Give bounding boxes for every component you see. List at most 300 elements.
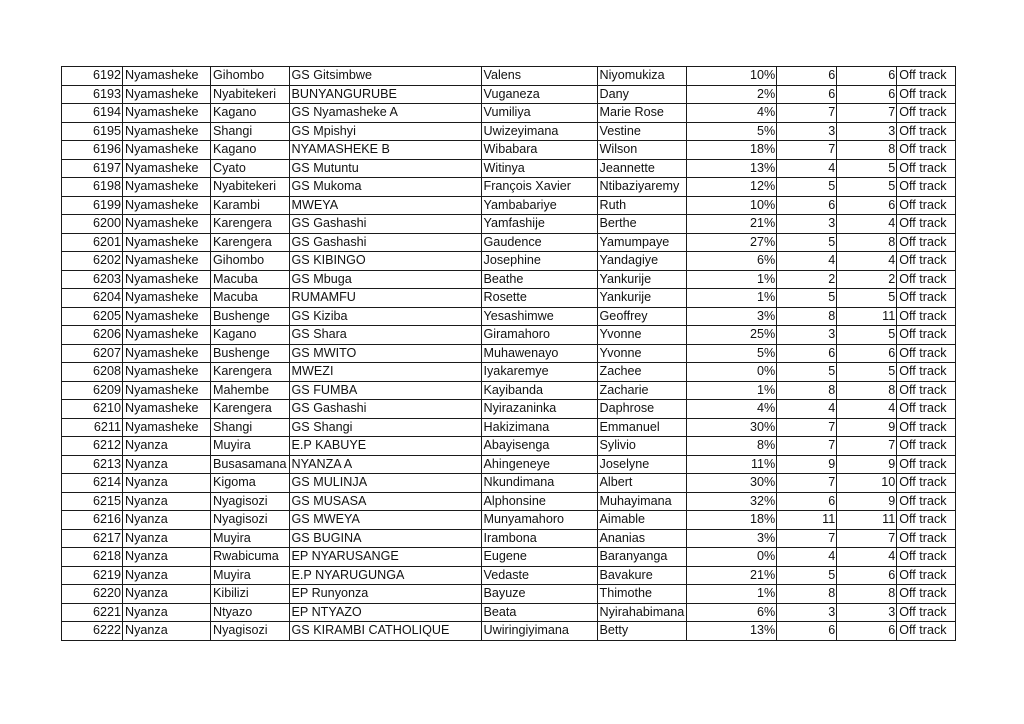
value-b-cell: 9 [837, 455, 897, 474]
first-name-cell: Betty [597, 622, 687, 641]
status-cell: Off track [897, 585, 956, 604]
value-a-cell: 7 [777, 141, 837, 160]
last-name-cell: Yambabariye [481, 196, 597, 215]
percent-cell: 3% [687, 529, 777, 548]
value-a-cell: 3 [777, 326, 837, 345]
status-cell: Off track [897, 363, 956, 382]
sector-cell: Nyabitekeri [211, 178, 290, 197]
value-a-cell: 6 [777, 196, 837, 215]
value-a-cell: 6 [777, 85, 837, 104]
district-cell: Nyamasheke [123, 252, 211, 271]
percent-cell: 21% [687, 215, 777, 234]
table-row [62, 622, 956, 641]
table-row [62, 233, 956, 252]
status-cell: Off track [897, 178, 956, 197]
value-a-cell: 6 [777, 492, 837, 511]
value-a-cell: 7 [777, 437, 837, 456]
first-name-cell: Thimothe [597, 585, 687, 604]
status-cell: Off track [897, 548, 956, 567]
status-cell: Off track [897, 437, 956, 456]
value-a-cell: 2 [777, 270, 837, 289]
sector-cell: Kagano [211, 326, 290, 345]
sector-cell: Busasamana [211, 455, 290, 474]
percent-cell: 6% [687, 252, 777, 271]
sector-cell: Shangi [211, 418, 290, 437]
value-b-cell: 9 [837, 492, 897, 511]
value-b-cell: 7 [837, 529, 897, 548]
percent-cell: 0% [687, 363, 777, 382]
school-cell: GS Mbuga [289, 270, 481, 289]
percent-cell: 30% [687, 418, 777, 437]
value-a-cell: 8 [777, 585, 837, 604]
value-a-cell: 5 [777, 566, 837, 585]
school-cell: BUNYANGURUBE [289, 85, 481, 104]
last-name-cell: Iyakaremye [481, 363, 597, 382]
last-name-cell: Munyamahoro [481, 511, 597, 530]
status-cell: Off track [897, 474, 956, 493]
school-cell: EP Runyonza [289, 585, 481, 604]
last-name-cell: Josephine [481, 252, 597, 271]
row-id-cell: 6201 [62, 233, 123, 252]
percent-cell: 21% [687, 566, 777, 585]
percent-cell: 30% [687, 474, 777, 493]
status-cell: Off track [897, 566, 956, 585]
value-b-cell: 5 [837, 178, 897, 197]
school-cell: GS Mutuntu [289, 159, 481, 178]
first-name-cell: Joselyne [597, 455, 687, 474]
last-name-cell: Ahingeneye [481, 455, 597, 474]
value-a-cell: 9 [777, 455, 837, 474]
row-id-cell: 6194 [62, 104, 123, 123]
value-b-cell: 4 [837, 215, 897, 234]
percent-cell: 18% [687, 141, 777, 160]
row-id-cell: 6199 [62, 196, 123, 215]
percent-cell: 5% [687, 122, 777, 141]
value-a-cell: 4 [777, 400, 837, 419]
sector-cell: Kagano [211, 104, 290, 123]
district-cell: Nyamasheke [123, 104, 211, 123]
first-name-cell: Baranyanga [597, 548, 687, 567]
table-row [62, 585, 956, 604]
district-cell: Nyanza [123, 566, 211, 585]
table-row [62, 400, 956, 419]
percent-cell: 0% [687, 548, 777, 567]
first-name-cell: Aimable [597, 511, 687, 530]
first-name-cell: Yvonne [597, 344, 687, 363]
value-b-cell: 8 [837, 381, 897, 400]
value-a-cell: 4 [777, 159, 837, 178]
district-cell: Nyamasheke [123, 178, 211, 197]
value-b-cell: 3 [837, 603, 897, 622]
row-id-cell: 6198 [62, 178, 123, 197]
sector-cell: Gihombo [211, 252, 290, 271]
first-name-cell: Geoffrey [597, 307, 687, 326]
row-id-cell: 6195 [62, 122, 123, 141]
status-cell: Off track [897, 455, 956, 474]
first-name-cell: Yamumpaye [597, 233, 687, 252]
row-id-cell: 6212 [62, 437, 123, 456]
last-name-cell: Abayisenga [481, 437, 597, 456]
row-id-cell: 6216 [62, 511, 123, 530]
percent-cell: 1% [687, 270, 777, 289]
value-a-cell: 6 [777, 622, 837, 641]
table-row [62, 270, 956, 289]
value-a-cell: 5 [777, 233, 837, 252]
last-name-cell: Gaudence [481, 233, 597, 252]
last-name-cell: Muhawenayo [481, 344, 597, 363]
percent-cell: 5% [687, 344, 777, 363]
last-name-cell: Vedaste [481, 566, 597, 585]
table-row [62, 566, 956, 585]
table-row [62, 492, 956, 511]
value-a-cell: 7 [777, 104, 837, 123]
last-name-cell: Vumiliya [481, 104, 597, 123]
status-cell: Off track [897, 270, 956, 289]
percent-cell: 1% [687, 585, 777, 604]
sector-cell: Karengera [211, 363, 290, 382]
last-name-cell: Kayibanda [481, 381, 597, 400]
first-name-cell: Sylivio [597, 437, 687, 456]
first-name-cell: Nyirahabimana [597, 603, 687, 622]
first-name-cell: Zacharie [597, 381, 687, 400]
school-cell: GS MUSASA [289, 492, 481, 511]
last-name-cell: Alphonsine [481, 492, 597, 511]
last-name-cell: Irambona [481, 529, 597, 548]
first-name-cell: Ntibaziyaremy [597, 178, 687, 197]
row-id-cell: 6207 [62, 344, 123, 363]
percent-cell: 13% [687, 159, 777, 178]
sector-cell: Shangi [211, 122, 290, 141]
value-b-cell: 6 [837, 344, 897, 363]
first-name-cell: Yankurije [597, 289, 687, 308]
district-cell: Nyanza [123, 492, 211, 511]
value-b-cell: 4 [837, 548, 897, 567]
table-row [62, 307, 956, 326]
school-cell: GS Nyamasheke A [289, 104, 481, 123]
district-cell: Nyamasheke [123, 289, 211, 308]
status-cell: Off track [897, 289, 956, 308]
status-cell: Off track [897, 492, 956, 511]
percent-cell: 18% [687, 511, 777, 530]
row-id-cell: 6192 [62, 67, 123, 86]
district-cell: Nyamasheke [123, 400, 211, 419]
value-b-cell: 6 [837, 85, 897, 104]
table-row [62, 326, 956, 345]
sector-cell: Kagano [211, 141, 290, 160]
school-cell: GS KIRAMBI CATHOLIQUE [289, 622, 481, 641]
value-b-cell: 7 [837, 104, 897, 123]
last-name-cell: Beata [481, 603, 597, 622]
district-cell: Nyamasheke [123, 233, 211, 252]
value-a-cell: 7 [777, 418, 837, 437]
school-cell: RUMAMFU [289, 289, 481, 308]
first-name-cell: Ananias [597, 529, 687, 548]
district-cell: Nyamasheke [123, 196, 211, 215]
row-id-cell: 6202 [62, 252, 123, 271]
row-id-cell: 6193 [62, 85, 123, 104]
row-id-cell: 6206 [62, 326, 123, 345]
sector-cell: Macuba [211, 289, 290, 308]
value-b-cell: 3 [837, 122, 897, 141]
district-cell: Nyanza [123, 622, 211, 641]
status-cell: Off track [897, 400, 956, 419]
last-name-cell: Nyirazaninka [481, 400, 597, 419]
value-a-cell: 4 [777, 252, 837, 271]
school-cell: GS Gashashi [289, 215, 481, 234]
data-table [61, 66, 956, 641]
table-row [62, 511, 956, 530]
status-cell: Off track [897, 104, 956, 123]
value-a-cell: 7 [777, 474, 837, 493]
table-row [62, 104, 956, 123]
first-name-cell: Niyomukiza [597, 67, 687, 86]
value-a-cell: 5 [777, 363, 837, 382]
last-name-cell: Nkundimana [481, 474, 597, 493]
first-name-cell: Bavakure [597, 566, 687, 585]
value-b-cell: 8 [837, 233, 897, 252]
school-cell: GS Mpishyi [289, 122, 481, 141]
percent-cell: 12% [687, 178, 777, 197]
value-b-cell: 5 [837, 289, 897, 308]
first-name-cell: Yankurije [597, 270, 687, 289]
last-name-cell: Valens [481, 67, 597, 86]
district-cell: Nyamasheke [123, 270, 211, 289]
value-b-cell: 6 [837, 622, 897, 641]
percent-cell: 4% [687, 400, 777, 419]
sector-cell: Karengera [211, 233, 290, 252]
last-name-cell: Uwizeyimana [481, 122, 597, 141]
first-name-cell: Marie Rose [597, 104, 687, 123]
district-cell: Nyamasheke [123, 122, 211, 141]
school-cell: GS Kiziba [289, 307, 481, 326]
value-b-cell: 4 [837, 252, 897, 271]
school-cell: GS Shara [289, 326, 481, 345]
last-name-cell: Giramahoro [481, 326, 597, 345]
percent-cell: 4% [687, 104, 777, 123]
table-row [62, 548, 956, 567]
percent-cell: 6% [687, 603, 777, 622]
last-name-cell: Hakizimana [481, 418, 597, 437]
school-cell: GS MULINJA [289, 474, 481, 493]
row-id-cell: 6213 [62, 455, 123, 474]
row-id-cell: 6208 [62, 363, 123, 382]
value-b-cell: 4 [837, 400, 897, 419]
value-a-cell: 5 [777, 178, 837, 197]
first-name-cell: Emmanuel [597, 418, 687, 437]
value-a-cell: 8 [777, 381, 837, 400]
school-cell: E.P NYARUGUNGA [289, 566, 481, 585]
status-cell: Off track [897, 122, 956, 141]
last-name-cell: Uwiringiyimana [481, 622, 597, 641]
sector-cell: Muyira [211, 529, 290, 548]
row-id-cell: 6196 [62, 141, 123, 160]
value-b-cell: 6 [837, 67, 897, 86]
row-id-cell: 6220 [62, 585, 123, 604]
school-cell: GS Gitsimbwe [289, 67, 481, 86]
district-cell: Nyanza [123, 511, 211, 530]
table-row [62, 196, 956, 215]
school-cell: MWEYA [289, 196, 481, 215]
status-cell: Off track [897, 307, 956, 326]
status-cell: Off track [897, 326, 956, 345]
row-id-cell: 6214 [62, 474, 123, 493]
status-cell: Off track [897, 141, 956, 160]
value-b-cell: 10 [837, 474, 897, 493]
status-cell: Off track [897, 85, 956, 104]
district-cell: Nyamasheke [123, 307, 211, 326]
first-name-cell: Yvonne [597, 326, 687, 345]
value-b-cell: 5 [837, 326, 897, 345]
school-cell: NYANZA A [289, 455, 481, 474]
sector-cell: Muyira [211, 566, 290, 585]
school-cell: GS BUGINA [289, 529, 481, 548]
percent-cell: 8% [687, 437, 777, 456]
school-cell: NYAMASHEKE B [289, 141, 481, 160]
district-cell: Nyanza [123, 437, 211, 456]
value-b-cell: 5 [837, 363, 897, 382]
table-row [62, 603, 956, 622]
sector-cell: Gihombo [211, 67, 290, 86]
status-cell: Off track [897, 511, 956, 530]
value-a-cell: 3 [777, 122, 837, 141]
row-id-cell: 6211 [62, 418, 123, 437]
last-name-cell: François Xavier [481, 178, 597, 197]
table-row [62, 363, 956, 382]
sector-cell: Kibilizi [211, 585, 290, 604]
last-name-cell: Vuganeza [481, 85, 597, 104]
row-id-cell: 6218 [62, 548, 123, 567]
table-body [62, 67, 956, 641]
table-row [62, 289, 956, 308]
district-cell: Nyamasheke [123, 159, 211, 178]
percent-cell: 11% [687, 455, 777, 474]
table-row [62, 215, 956, 234]
percent-cell: 32% [687, 492, 777, 511]
table-row [62, 159, 956, 178]
district-cell: Nyanza [123, 548, 211, 567]
status-cell: Off track [897, 196, 956, 215]
sector-cell: Nyagisozi [211, 492, 290, 511]
row-id-cell: 6215 [62, 492, 123, 511]
school-cell: EP NYARUSANGE [289, 548, 481, 567]
table-row [62, 178, 956, 197]
value-a-cell: 6 [777, 344, 837, 363]
value-a-cell: 3 [777, 215, 837, 234]
sector-cell: Muyira [211, 437, 290, 456]
first-name-cell: Vestine [597, 122, 687, 141]
row-id-cell: 6203 [62, 270, 123, 289]
district-cell: Nyanza [123, 474, 211, 493]
district-cell: Nyamasheke [123, 363, 211, 382]
school-cell: GS MWITO [289, 344, 481, 363]
last-name-cell: Bayuze [481, 585, 597, 604]
school-cell: GS Gashashi [289, 233, 481, 252]
value-b-cell: 9 [837, 418, 897, 437]
percent-cell: 10% [687, 196, 777, 215]
first-name-cell: Albert [597, 474, 687, 493]
last-name-cell: Wibabara [481, 141, 597, 160]
table-row [62, 418, 956, 437]
sector-cell: Macuba [211, 270, 290, 289]
district-cell: Nyanza [123, 529, 211, 548]
school-cell: MWEZI [289, 363, 481, 382]
table-row [62, 141, 956, 160]
percent-cell: 13% [687, 622, 777, 641]
district-cell: Nyamasheke [123, 326, 211, 345]
first-name-cell: Berthe [597, 215, 687, 234]
table-row [62, 437, 956, 456]
sector-cell: Nyagisozi [211, 511, 290, 530]
sector-cell: Nyagisozi [211, 622, 290, 641]
percent-cell: 3% [687, 307, 777, 326]
sector-cell: Karengera [211, 400, 290, 419]
school-cell: E.P KABUYE [289, 437, 481, 456]
status-cell: Off track [897, 159, 956, 178]
table-row [62, 67, 956, 86]
row-id-cell: 6197 [62, 159, 123, 178]
value-b-cell: 2 [837, 270, 897, 289]
value-a-cell: 3 [777, 603, 837, 622]
district-cell: Nyanza [123, 455, 211, 474]
sector-cell: Karambi [211, 196, 290, 215]
table-row [62, 529, 956, 548]
last-name-cell: Eugene [481, 548, 597, 567]
table-row [62, 455, 956, 474]
sector-cell: Karengera [211, 215, 290, 234]
percent-cell: 2% [687, 85, 777, 104]
value-b-cell: 8 [837, 585, 897, 604]
school-cell: EP NTYAZO [289, 603, 481, 622]
value-a-cell: 6 [777, 67, 837, 86]
row-id-cell: 6210 [62, 400, 123, 419]
status-cell: Off track [897, 252, 956, 271]
school-cell: GS KIBINGO [289, 252, 481, 271]
value-b-cell: 6 [837, 196, 897, 215]
table-row [62, 252, 956, 271]
school-cell: GS FUMBA [289, 381, 481, 400]
value-a-cell: 4 [777, 548, 837, 567]
table-row [62, 122, 956, 141]
sector-cell: Rwabicuma [211, 548, 290, 567]
status-cell: Off track [897, 529, 956, 548]
value-b-cell: 6 [837, 566, 897, 585]
percent-cell: 27% [687, 233, 777, 252]
first-name-cell: Zachee [597, 363, 687, 382]
first-name-cell: Muhayimana [597, 492, 687, 511]
table-row [62, 474, 956, 493]
row-id-cell: 6200 [62, 215, 123, 234]
value-b-cell: 8 [837, 141, 897, 160]
last-name-cell: Yamfashije [481, 215, 597, 234]
status-cell: Off track [897, 233, 956, 252]
value-b-cell: 11 [837, 511, 897, 530]
value-b-cell: 5 [837, 159, 897, 178]
value-a-cell: 11 [777, 511, 837, 530]
value-a-cell: 5 [777, 289, 837, 308]
last-name-cell: Beathe [481, 270, 597, 289]
first-name-cell: Ruth [597, 196, 687, 215]
status-cell: Off track [897, 418, 956, 437]
district-cell: Nyamasheke [123, 381, 211, 400]
status-cell: Off track [897, 603, 956, 622]
sector-cell: Bushenge [211, 344, 290, 363]
status-cell: Off track [897, 622, 956, 641]
sector-cell: Cyato [211, 159, 290, 178]
status-cell: Off track [897, 344, 956, 363]
row-id-cell: 6209 [62, 381, 123, 400]
district-cell: Nyanza [123, 585, 211, 604]
percent-cell: 1% [687, 289, 777, 308]
